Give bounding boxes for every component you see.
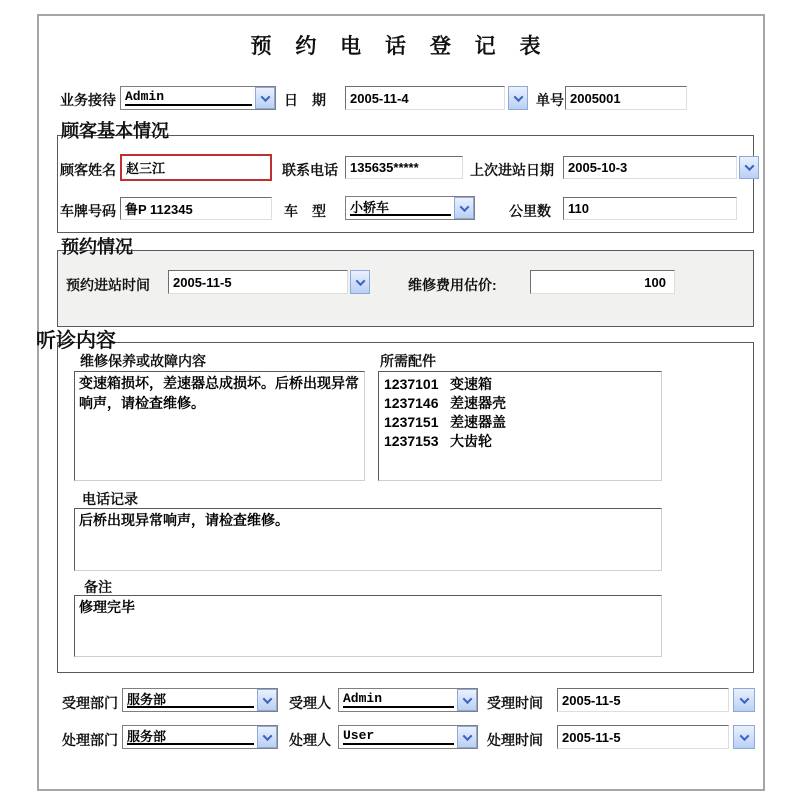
plate-value: 鲁P 112345 (125, 202, 193, 217)
date-value: 2005-11-4 (350, 90, 409, 106)
phone-record-textarea[interactable] (74, 508, 662, 571)
accept-dept-combobox[interactable] (122, 688, 278, 712)
process-time-field[interactable] (557, 725, 729, 749)
car-model-value: 小轿车 (350, 199, 451, 216)
part-name: 变速箱 (450, 376, 492, 392)
order-number-value: 2005001 (570, 90, 621, 106)
reception-value: Admin (125, 89, 252, 106)
accept-person-value: Admin (343, 691, 454, 708)
estimate-value: 100 (644, 274, 666, 290)
repair-content-label: 维修保养或故障内容 (80, 353, 206, 369)
part-name: 差速器壳 (450, 395, 506, 411)
accept-person-combobox[interactable] (338, 688, 478, 712)
process-person-label: 处理人 (289, 732, 331, 748)
last-visit-dropdown-button[interactable] (739, 156, 759, 179)
chevron-down-icon (462, 694, 472, 704)
accept-dept-value: 服务部 (127, 691, 254, 708)
parts-list-item[interactable] (384, 413, 656, 432)
parts-listbox[interactable] (378, 371, 662, 481)
customer-section-header: 顾客基本情况 (61, 121, 169, 141)
accept-time-dropdown-button[interactable] (733, 688, 755, 712)
accept-time-field[interactable] (557, 688, 729, 712)
process-dept-value: 服务部 (127, 728, 254, 745)
part-code: 1237151 (384, 414, 439, 430)
customer-name-field[interactable] (120, 154, 272, 181)
last-visit-value: 2005-10-3 (568, 160, 628, 175)
car-model-label: 车 型 (284, 203, 326, 219)
part-name: 差速器盖 (450, 414, 506, 430)
remarks-textarea[interactable] (74, 595, 662, 657)
reception-dropdown-button[interactable] (255, 87, 275, 109)
phone-label: 联系电话 (282, 162, 338, 178)
process-time-label: 处理时间 (487, 732, 543, 748)
process-person-dropdown-button[interactable] (457, 726, 477, 748)
accept-person-label: 受理人 (289, 695, 331, 711)
car-model-combobox[interactable] (345, 196, 475, 220)
chevron-down-icon (262, 731, 272, 741)
customer-name-value: 赵三江 (126, 161, 166, 176)
part-code: 1237153 (384, 433, 439, 449)
part-code: 1237101 (384, 376, 439, 392)
chevron-down-icon (739, 694, 749, 704)
chevron-down-icon (739, 731, 749, 741)
process-dept-dropdown-button[interactable] (257, 726, 277, 748)
diagnosis-section-header: 听诊内容 (36, 330, 116, 352)
last-visit-field[interactable] (563, 156, 737, 179)
accept-time-value: 2005-11-5 (562, 692, 621, 708)
process-dept-label: 处理部门 (62, 732, 118, 748)
process-time-dropdown-button[interactable] (733, 725, 755, 749)
customer-name-label: 顾客姓名 (60, 162, 116, 178)
process-time-value: 2005-11-5 (562, 729, 621, 745)
chevron-down-icon (744, 161, 754, 171)
chevron-down-icon (260, 92, 270, 102)
parts-list-item[interactable] (384, 394, 656, 413)
accept-dept-dropdown-button[interactable] (257, 689, 277, 711)
mileage-field[interactable] (563, 197, 737, 220)
accept-time-label: 受理时间 (487, 695, 543, 711)
appointment-time-field[interactable] (168, 270, 348, 294)
date-dropdown-button[interactable] (508, 86, 528, 110)
estimate-label: 维修费用估价: (408, 277, 497, 293)
reception-label: 业务接待 (60, 92, 116, 108)
last-visit-label: 上次进站日期 (470, 162, 554, 178)
appointment-time-dropdown-button[interactable] (350, 270, 370, 294)
date-label: 日 期 (284, 92, 326, 108)
chevron-down-icon (459, 202, 469, 212)
phone-record-label: 电话记录 (82, 491, 138, 507)
order-number-field[interactable] (565, 86, 687, 110)
part-name: 大齿轮 (450, 433, 492, 449)
chevron-down-icon (355, 276, 365, 286)
process-dept-combobox[interactable] (122, 725, 278, 749)
accept-person-dropdown-button[interactable] (457, 689, 477, 711)
plate-label: 车牌号码 (60, 203, 116, 219)
chevron-down-icon (262, 694, 272, 704)
reception-combobox[interactable] (120, 86, 276, 110)
process-person-value: User (343, 728, 454, 745)
order-number-label: 单号 (536, 92, 564, 108)
appointment-time-value: 2005-11-5 (173, 274, 232, 290)
parts-list-item[interactable] (384, 375, 656, 394)
appointment-section-header: 预约情况 (61, 237, 133, 257)
mileage-label: 公里数 (509, 203, 551, 219)
phone-field[interactable] (345, 156, 463, 179)
mileage-value: 110 (568, 201, 589, 216)
chevron-down-icon (462, 731, 472, 741)
estimate-field[interactable] (530, 270, 675, 294)
parts-label: 所需配件 (380, 353, 436, 369)
car-model-dropdown-button[interactable] (454, 197, 474, 219)
part-code: 1237146 (384, 395, 439, 411)
appointment-time-label: 预约进站时间 (66, 277, 150, 293)
repair-content-textarea[interactable] (74, 371, 365, 481)
chevron-down-icon (513, 92, 523, 102)
parts-list-item[interactable] (384, 432, 656, 451)
page-title: 预 约 电 话 登 记 表 (250, 35, 550, 58)
process-person-combobox[interactable] (338, 725, 478, 749)
accept-dept-label: 受理部门 (62, 695, 118, 711)
phone-value: 135635***** (350, 160, 419, 175)
remarks-label: 备注 (84, 579, 112, 595)
date-field[interactable] (345, 86, 505, 110)
plate-field[interactable] (120, 197, 272, 220)
